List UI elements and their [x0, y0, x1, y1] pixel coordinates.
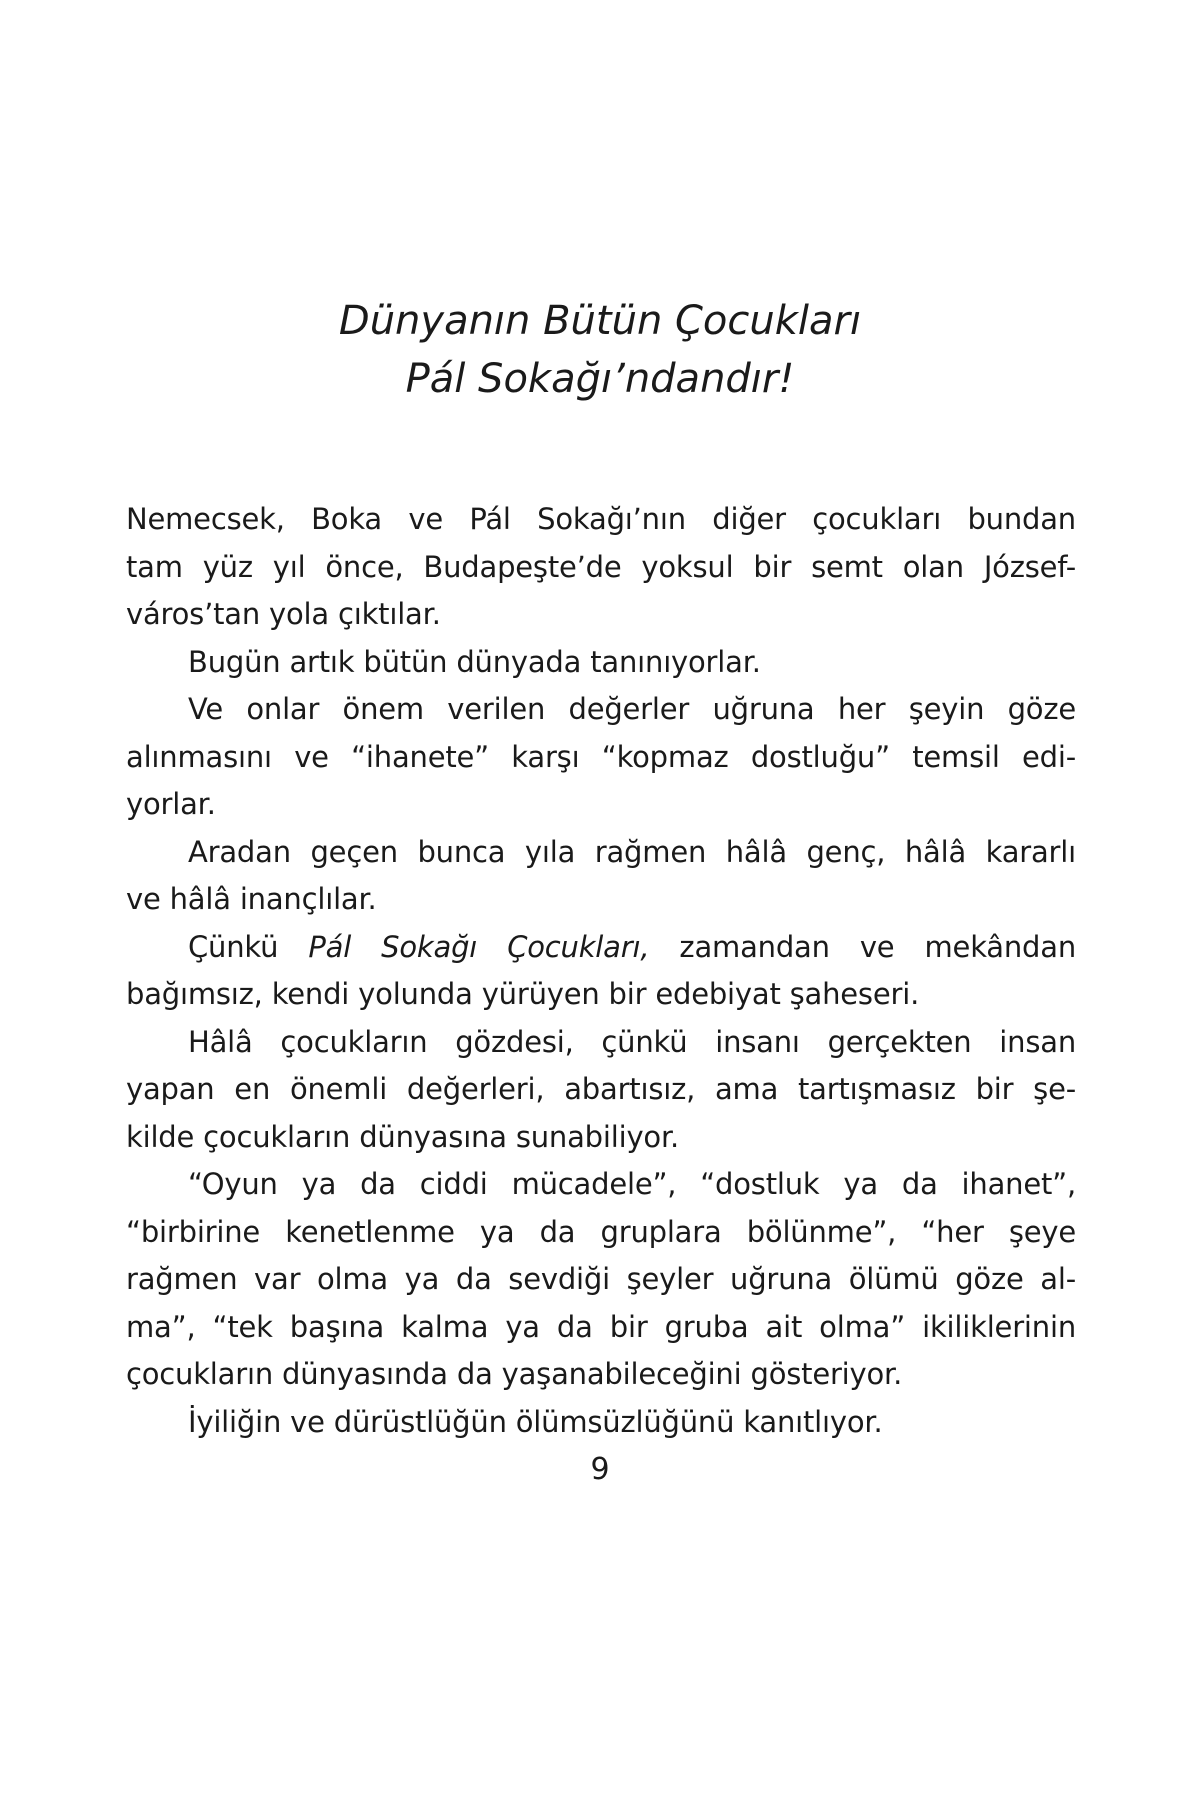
- text-line: Aradan geçen bunca yıla rağmen hâlâ genç, hâlâ kararlı: [188, 834, 1076, 869]
- text-line: város’tan yola çıktılar.: [126, 597, 441, 631]
- text-line: İyiliğin ve dürüstlüğün ölümsüzlüğünü kanıtlıyor.: [188, 1404, 883, 1439]
- text-line: Ve onlar önem verilen değerler uğruna her şeyin göze: [188, 692, 1076, 726]
- text-line-mixed: [126, 924, 1076, 972]
- body-text: [126, 496, 1076, 1446]
- text-line: çocukların dünyasında da yaşanabileceğini gösteriyor.: [126, 1357, 903, 1391]
- text-line: yapan en önemli değerleri, abartısız, ama tartışmasız bir şe-: [126, 1072, 1076, 1106]
- text-line: rağmen var olma ya da sevdiği şeyler uğruna ölümü göze al-: [126, 1262, 1076, 1296]
- text-line: ma”, “tek başına kalma ya da bir gruba ait olma” ikiliklerinin: [126, 1309, 1076, 1344]
- text-line: bağımsız, kendi yolunda yürüyen bir edebiyat şaheseri.: [126, 977, 920, 1011]
- title-line-2: Pál Sokağı’ndandır!: [405, 356, 795, 402]
- text-line: yorlar.: [126, 787, 216, 821]
- text-line: Bugün artık bütün dünyada tanınıyorlar.: [188, 644, 761, 679]
- text-segment: Çünkü: [188, 929, 279, 964]
- text-line: Nemecsek, Boka ve Pál Sokağı’nın diğer çocukları bundan: [126, 502, 1076, 536]
- text-line: Hâlâ çocukların gözdesi, çünkü insanı gerçekten insan: [188, 1024, 1076, 1059]
- text-line: “birbirine kenetlenme ya da gruplara bölünme”, “her şeye: [126, 1214, 1076, 1249]
- text-line: alınmasını ve “ihanete” karşı “kopmaz dostluğu” temsil edi-: [126, 739, 1076, 774]
- page-number: 9: [590, 1452, 610, 1487]
- text-line: kilde çocukların dünyasına sunabiliyor.: [126, 1119, 680, 1154]
- text-line: ve hâlâ inançlılar.: [126, 882, 377, 916]
- chapter-title: [0, 292, 1200, 408]
- text-segment: zamandan ve mekândan: [679, 929, 1076, 964]
- text-line: “Oyun ya da ciddi mücadele”, “dostluk ya da ihanet”,: [188, 1167, 1076, 1201]
- title-line-1: Dünyanın Bütün Çocukları: [338, 298, 862, 344]
- book-title-italic: Pál Sokağı Çocukları,: [308, 929, 650, 964]
- text-line: tam yüz yıl önce, Budapeşte’de yoksul bir semt olan József-: [126, 549, 1076, 584]
